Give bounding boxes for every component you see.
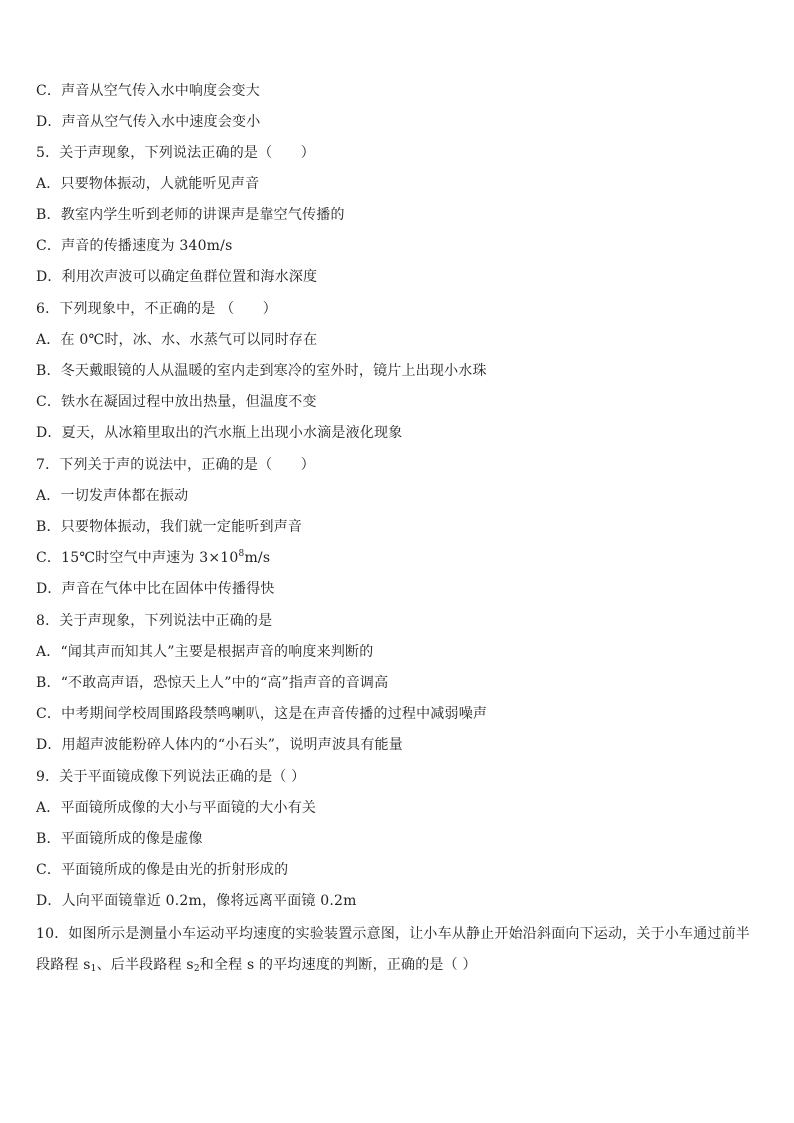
q9-option-b: B．平面镜所成的像是虚像 (36, 831, 203, 847)
q10-text-3: 和全程 s 的平均速度的判断，正确的是（ ） (199, 957, 477, 973)
q7-option-b: B．只要物体振动，我们就一定能听到声音 (36, 519, 303, 535)
q7-option-a: A．一切发声体都在振动 (36, 488, 189, 504)
q6-option-c: C．铁水在凝固过程中放出热量，但温度不变 (36, 394, 317, 410)
q6-option-b: B．冬天戴眼镜的人从温暖的室内走到寒冷的室外时，镜片上出现小水珠 (36, 363, 487, 379)
q5-option-c: C．声音的传播速度为 340m/s (36, 238, 233, 254)
q5-option-a: A．只要物体振动，人就能听见声音 (36, 176, 260, 192)
unit: m/s (244, 550, 271, 566)
q9-option-d: D．人向平面镜靠近 0.2m，像将远离平面镜 0.2m (36, 893, 357, 909)
q8-option-d: D．用超声波能粉碎人体内的“小石头”，说明声波具有能量 (36, 737, 403, 753)
q6-option-a: A．在 0℃时，冰、水、水蒸气可以同时存在 (36, 332, 318, 348)
q5-option-b: B．教室内学生听到老师的讲课声是靠空气传播的 (36, 207, 345, 223)
q9-stem: 9．关于平面镜成像下列说法正确的是（ ） (36, 769, 306, 785)
q10-text-1: 10．如图所示是测量小车运动平均速度的实验装置示意图，让小车从静止开始沿斜面向下运动，关于小车通过前半段路程 s (36, 926, 751, 973)
q8-stem: 8．关于声现象，下列说法中正确的是 (36, 613, 273, 629)
q9-option-a: A．平面镜所成像的大小与平面镜的大小有关 (36, 800, 317, 816)
subscript-2: 2 (193, 964, 200, 974)
q6-option-d: D．夏天，从冰箱里取出的汽水瓶上出现小水滴是液化现象 (36, 425, 403, 441)
q10-stem (36, 919, 760, 981)
q6-stem: 6．下列现象中，不正确的是 （ ） (36, 301, 277, 317)
q10-text-2: 、后半段路程 s (96, 957, 194, 973)
q4-option-d: D．声音从空气传入水中速度会变小 (36, 114, 261, 130)
q7-option-d: D．声音在气体中比在固体中传播得快 (36, 581, 275, 597)
q5-stem: 5．关于声现象，下列说法正确的是（ ） (36, 145, 315, 161)
q8-option-c: C．中考期间学校周围路段禁鸣喇叭，这是在声音传播的过程中减弱噪声 (36, 706, 488, 722)
q9-option-c: C．平面镜所成的像是由光的折射形成的 (36, 862, 289, 878)
q7-option-c (36, 548, 760, 568)
q8-option-b: B．“不敢高声语，恐惊天上人”中的“高”指声音的音调高 (36, 675, 389, 691)
q5-option-d: D．利用次声波可以确定鱼群位置和海水深度 (36, 269, 318, 285)
q8-option-a: A．“闻其声而知其人”主要是根据声音的响度来判断的 (36, 644, 374, 660)
q7-option-c-text: C．15℃时空气中声速为 3×10 (36, 550, 239, 566)
q7-stem: 7．下列关于声的说法中，正确的是（ ） (36, 457, 315, 473)
q4-option-c: C．声音从空气传入水中响度会变大 (36, 83, 260, 99)
subscript-1: 1 (90, 964, 97, 974)
exponent: 8 (238, 549, 245, 559)
